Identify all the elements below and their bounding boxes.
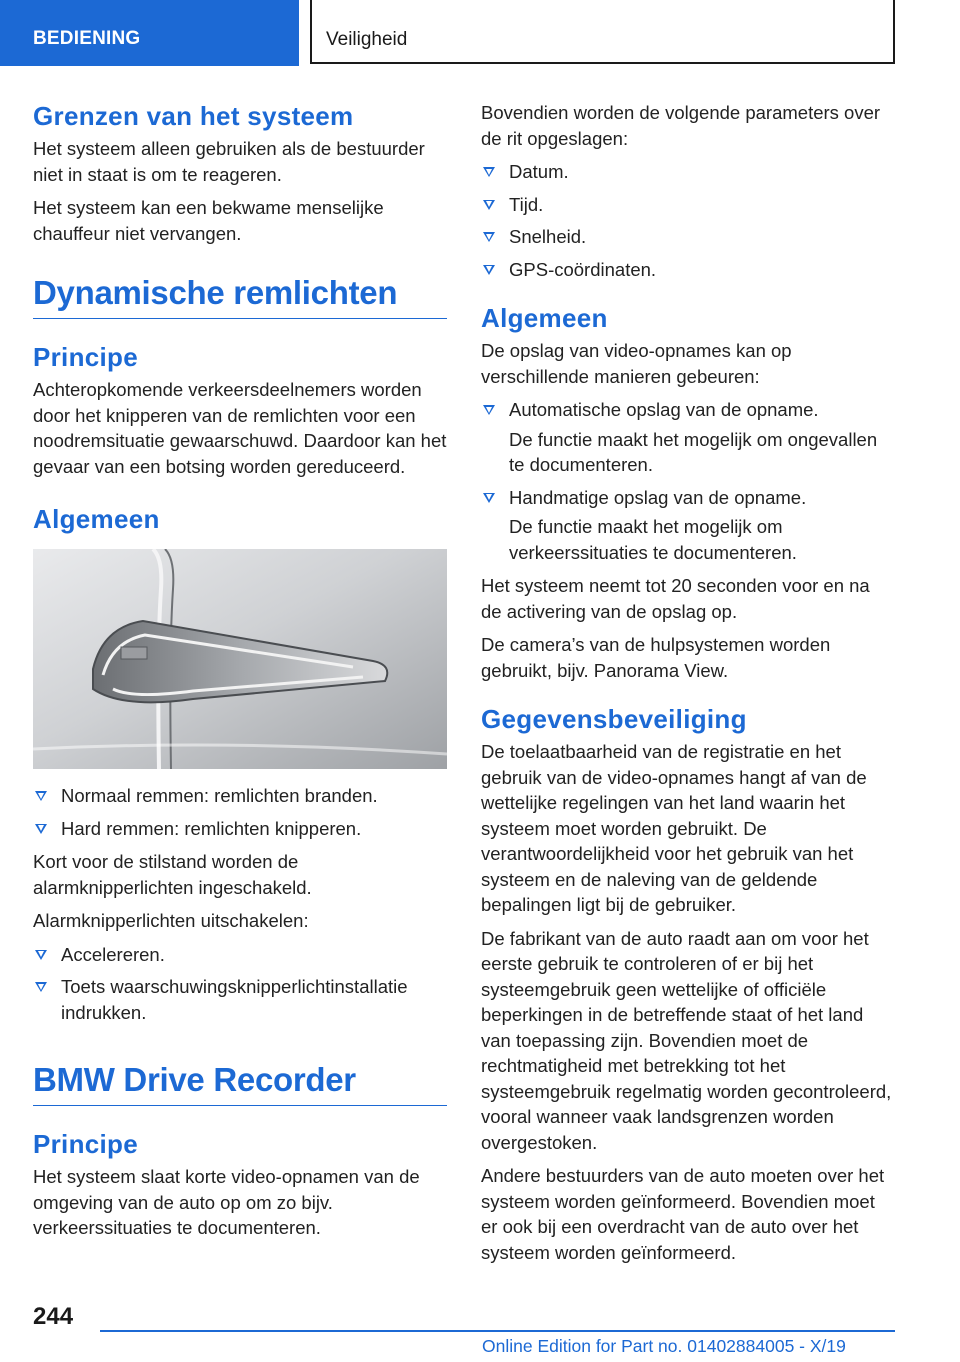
section-label: BEDIENING bbox=[0, 0, 299, 66]
triangle-bullet-icon bbox=[483, 167, 495, 177]
edition-note: Online Edition for Part no. 01402884005 - X/19 bbox=[482, 1336, 846, 1356]
list-item: GPS-coördinaten. bbox=[481, 257, 895, 283]
paragraph: De toelaatbaarheid van de registratie en het gebruik van de video-opnames hangt af van de wettelijke regelingen van het land waarin het systeem moet worden gebruikt. De verantwoordelijkheid voor het gebruik van het systeem en de naleving van de geldende bepalingen ligt bij de gebruiker. bbox=[481, 741, 867, 915]
paragraph: Achteropkomende verkeersdeelnemers worden door het knipperen van de remlichten voor een noodremsituatie gewaarschuwd. Daardoor kan het gevaar van een botsing worden gereduceerd. bbox=[33, 379, 447, 477]
brake-behaviour-list bbox=[33, 783, 447, 841]
triangle-bullet-icon bbox=[483, 493, 495, 503]
list-item: Hard remmen: remlichten knipperen. bbox=[33, 816, 447, 842]
left-column bbox=[33, 100, 447, 1249]
paragraph: Andere bestuurders van de auto moeten over het systeem worden geïnformeerd. Bovendien moet er ook bij een overdracht van de auto over het systeem worden geïnformeerd. bbox=[481, 1165, 885, 1263]
list-item: Snelheid. bbox=[481, 224, 895, 250]
triangle-bullet-icon bbox=[35, 982, 47, 992]
triangle-bullet-icon bbox=[483, 232, 495, 242]
tail-light-illustration bbox=[33, 549, 447, 769]
page-number: 244 bbox=[33, 1303, 74, 1330]
list-item: Toets waarschuwingsknipperlichtinstallatie indrukken. bbox=[33, 974, 447, 1025]
heading-principe: Principe bbox=[33, 1129, 138, 1159]
triangle-bullet-icon bbox=[483, 405, 495, 415]
paragraph: De opslag van video-opnames kan op verschillende manieren gebeuren: bbox=[481, 340, 792, 387]
heading-dynamische-remlichten: Dynamische remlichten bbox=[33, 272, 447, 319]
heading-algemeen: Algemeen bbox=[481, 303, 608, 333]
paragraph: Kort voor de stilstand worden de alarmknipperlichten ingeschakeld. bbox=[33, 851, 312, 898]
list-item: Handmatige opslag van de opname. De functie maakt het mogelijk om verkeerssituaties te documenteren. bbox=[481, 485, 895, 566]
triangle-bullet-icon bbox=[35, 950, 47, 960]
paragraph: Bovendien worden de volgende parameters over de rit opgeslagen: bbox=[481, 102, 881, 149]
heading-gegevensbeveiliging: Gegevensbeveiliging bbox=[481, 704, 747, 734]
heading-grenzen: Grenzen van het systeem bbox=[33, 101, 354, 131]
storage-list bbox=[481, 397, 895, 565]
paragraph: Het systeem kan een bekwame menselijke chauffeur niet vervangen. bbox=[33, 197, 384, 244]
triangle-bullet-icon bbox=[483, 265, 495, 275]
paragraph: Het systeem slaat korte video-opnamen van de omgeving van de auto op om zo bijv. verkeerssituaties te documenteren. bbox=[33, 1166, 420, 1238]
parameter-list bbox=[481, 159, 895, 282]
paragraph: De camera’s van de hulpsystemen worden gebruikt, bijv. Panorama View. bbox=[481, 634, 831, 681]
heading-bmw-drive-recorder: BMW Drive Recorder bbox=[33, 1059, 447, 1106]
heading-principe: Principe bbox=[33, 342, 138, 372]
right-column bbox=[481, 100, 895, 1273]
chapter-label: Veiligheid bbox=[310, 0, 895, 64]
list-item: Datum. bbox=[481, 159, 895, 185]
triangle-bullet-icon bbox=[35, 791, 47, 801]
paragraph: De fabrikant van de auto raadt aan om voor het eerste gebruik te controleren of er bij het systeemgebruik geen wettelijke of officiële beperkingen in de betreffende staat of het land van toepassing zijn. Bovendien moet de rechtmatigheid met betrekking tot het systeemgebruik regelmatig worden gecontroleerd, vooral wanneer vaak landsgrenzen worden overgestoken. bbox=[481, 927, 892, 1153]
paragraph: Het systeem alleen gebruiken als de bestuurder niet in staat is om te reageren. bbox=[33, 138, 425, 185]
list-item: Automatische opslag van de opname. De functie maakt het mogelijk om ongevallen te documenteren. bbox=[481, 397, 895, 478]
paragraph: Het systeem neemt tot 20 seconden voor en na de activering van de opslag op. bbox=[481, 575, 870, 622]
footer-divider bbox=[100, 1330, 895, 1332]
heading-algemeen: Algemeen bbox=[33, 504, 160, 534]
triangle-bullet-icon bbox=[483, 200, 495, 210]
list-item: Normaal remmen: remlichten branden. bbox=[33, 783, 447, 809]
triangle-bullet-icon bbox=[35, 824, 47, 834]
list-item: Accelereren. bbox=[33, 942, 447, 968]
paragraph: Alarmknipperlichten uitschakelen: bbox=[33, 910, 309, 931]
list-item: Tijd. bbox=[481, 192, 895, 218]
page-header bbox=[0, 0, 960, 66]
hazard-off-list bbox=[33, 942, 447, 1026]
